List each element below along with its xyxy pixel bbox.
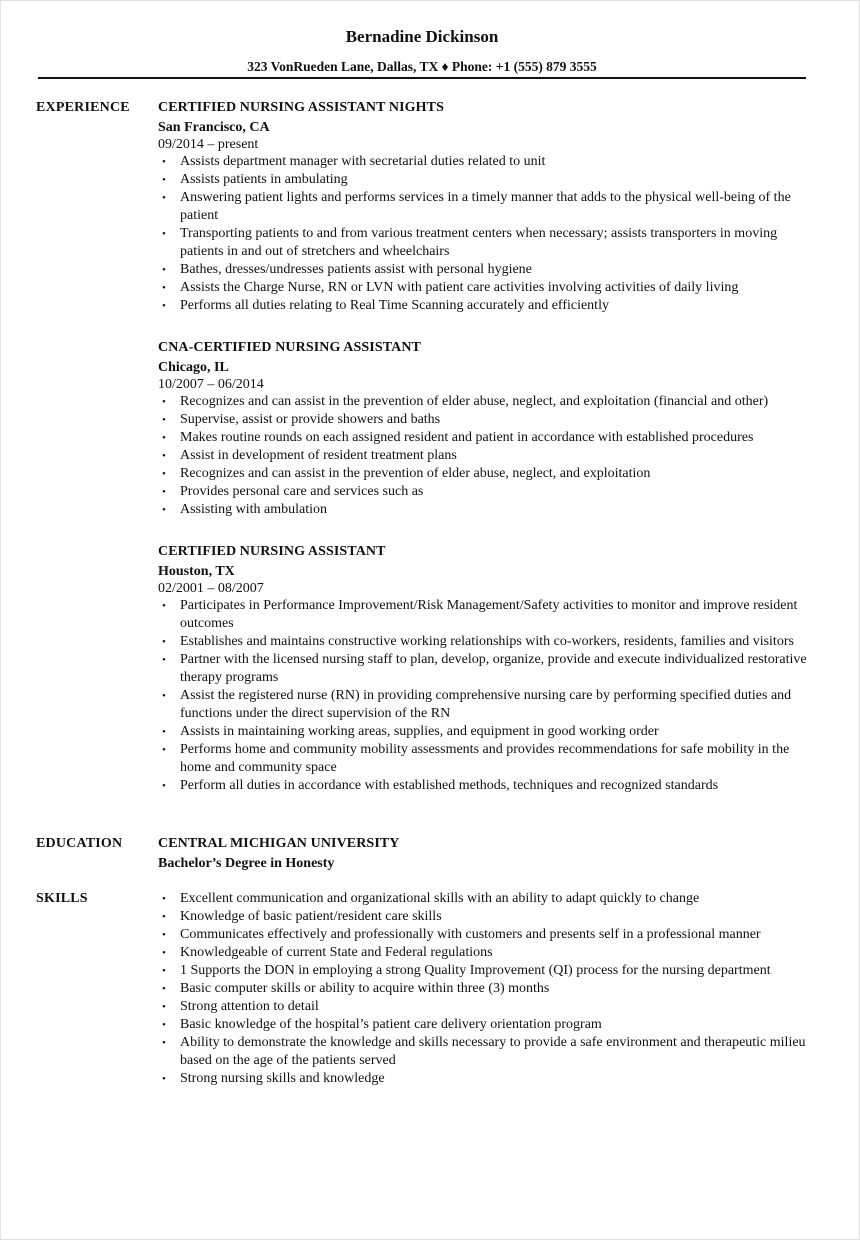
job-location: Houston, TX (158, 564, 235, 579)
skill-text: Basic computer skills or ability to acquire within three (3) months (180, 981, 550, 996)
skill-text: Ability to demonstrate the knowledge and skills necessary to provide a safe environment and therapeutic milieu based on the age of the patients served (180, 1035, 806, 1068)
skill-item (162, 908, 813, 926)
header-divider (38, 77, 806, 79)
duty-text: Assist in development of resident treatment plans (180, 448, 457, 463)
bullet-icon: • (162, 396, 166, 408)
bullet-icon: • (162, 1037, 166, 1049)
duty-item (162, 777, 813, 795)
job-location: San Francisco, CA (158, 120, 270, 135)
duty-text: Recognizes and can assist in the prevention of elder abuse, neglect, and exploitation (financial and other) (180, 394, 769, 409)
bullet-icon: • (162, 504, 166, 516)
duty-item (162, 297, 813, 315)
skills-label: SKILLS (36, 891, 88, 906)
duty-text: Recognizes and can assist in the prevention of elder abuse, neglect, and exploitation (180, 466, 651, 481)
bullet-icon: • (162, 744, 166, 756)
skill-item (162, 998, 813, 1016)
duty-text: Assists in maintaining working areas, supplies, and equipment in good working order (180, 724, 659, 739)
bullet-icon: • (162, 1073, 166, 1085)
bullet-icon: • (162, 450, 166, 462)
duty-text: Transporting patients to and from various treatment centers when necessary; assists transporters in moving patients in and out of stretchers and wheelchairs (180, 226, 778, 259)
bullet-icon: • (162, 264, 166, 276)
duty-text: Performs home and community mobility assessments and provides recommendations for safe mobility in the home and community space (180, 742, 790, 775)
bullet-icon: • (162, 156, 166, 168)
job-title: CERTIFIED NURSING ASSISTANT (158, 544, 386, 559)
job-location: Chicago, IL (158, 360, 229, 375)
bullet-icon: • (162, 893, 166, 905)
duty-item (162, 633, 813, 651)
bullet-icon: • (162, 654, 166, 666)
duty-item (162, 651, 813, 687)
bullet-icon: • (162, 1019, 166, 1031)
bullet-icon: • (162, 726, 166, 738)
duty-text: Bathes, dresses/undresses patients assist with personal hygiene (180, 262, 532, 277)
skill-text: Knowledgeable of current State and Federal regulations (180, 945, 493, 960)
duty-text: Makes routine rounds on each assigned resident and patient in accordance with established procedures (180, 430, 754, 445)
skill-text: Strong attention to detail (180, 999, 319, 1014)
duty-item (162, 393, 813, 411)
job-dates: 02/2001 – 08/2007 (158, 581, 264, 596)
education-label: EDUCATION (36, 836, 123, 851)
bullet-icon: • (162, 414, 166, 426)
skill-item (162, 1034, 813, 1070)
duty-text: Performs all duties relating to Real Time Scanning accurately and efficiently (180, 298, 609, 313)
duty-item (162, 597, 813, 633)
degree-name: Bachelor’s Degree in Honesty (158, 856, 335, 871)
school-name: CENTRAL MICHIGAN UNIVERSITY (158, 836, 400, 851)
resume-header (38, 26, 806, 76)
duty-item (162, 153, 813, 171)
bullet-icon: • (162, 983, 166, 995)
education-entry (158, 835, 813, 873)
bullet-icon: • (162, 300, 166, 312)
skills-list (158, 890, 813, 1088)
duty-text: Partner with the licensed nursing staff to plan, develop, organize, provide and execute individualized restorative therapy programs (180, 652, 807, 685)
duty-item (162, 501, 813, 519)
experience-list (158, 99, 813, 811)
job-duties (158, 393, 813, 519)
duty-text: Provides personal care and services such as (180, 484, 424, 499)
duty-text: Assists department manager with secretarial duties related to unit (180, 154, 546, 169)
duty-item (162, 687, 813, 723)
job-duties (158, 597, 813, 795)
skill-item (162, 962, 813, 980)
skill-text: Communicates effectively and professionally with customers and presents self in a professional manner (180, 927, 761, 942)
bullet-icon: • (162, 947, 166, 959)
duty-text: Perform all duties in accordance with established methods, techniques and recognized standards (180, 778, 719, 793)
bullet-icon: • (162, 600, 166, 612)
duty-item (162, 225, 813, 261)
job-dates: 09/2014 – present (158, 137, 259, 152)
duty-item (162, 189, 813, 225)
job-entry (158, 339, 813, 519)
bullet-icon: • (162, 468, 166, 480)
skill-text: Knowledge of basic patient/resident care skills (180, 909, 442, 924)
duty-item (162, 723, 813, 741)
duty-item (162, 261, 813, 279)
bullet-icon: • (162, 228, 166, 240)
skill-item (162, 944, 813, 962)
skill-item (162, 890, 813, 908)
bullet-icon: • (162, 174, 166, 186)
duty-text: Assists patients in ambulating (180, 172, 348, 187)
duty-item (162, 411, 813, 429)
skill-item (162, 980, 813, 998)
duty-text: Answering patient lights and performs services in a timely manner that adds to the physical well-being of the patient (180, 190, 791, 223)
duty-item (162, 171, 813, 189)
duty-text: Establishes and maintains constructive working relationships with co-workers, residents, families and visitors (180, 634, 794, 649)
duty-item (162, 429, 813, 447)
duty-item (162, 741, 813, 777)
candidate-name: Bernadine Dickinson (345, 27, 499, 46)
duty-item (162, 447, 813, 465)
skill-item (162, 1016, 813, 1034)
duty-text: Participates in Performance Improvement/Risk Management/Safety activities to monitor and improve resident outcomes (180, 598, 798, 631)
bullet-icon: • (162, 929, 166, 941)
skill-text: Basic knowledge of the hospital’s patient care delivery orientation program (180, 1017, 602, 1032)
job-entry (158, 99, 813, 315)
duty-text: Supervise, assist or provide showers and baths (180, 412, 441, 427)
duty-item (162, 279, 813, 297)
duty-item (162, 465, 813, 483)
bullet-icon: • (162, 636, 166, 648)
duty-item (162, 483, 813, 501)
experience-label: EXPERIENCE (36, 100, 130, 115)
bullet-icon: • (162, 486, 166, 498)
skill-text: 1 Supports the DON in employing a strong Quality Improvement (QI) process for the nursing department (180, 963, 771, 978)
skills-bullets (158, 890, 813, 1088)
bullet-icon: • (162, 780, 166, 792)
bullet-icon: • (162, 1001, 166, 1013)
bullet-icon: • (162, 192, 166, 204)
skill-text: Strong nursing skills and knowledge (180, 1071, 385, 1086)
bullet-icon: • (162, 432, 166, 444)
job-title: CERTIFIED NURSING ASSISTANT NIGHTS (158, 100, 444, 115)
contact-line: 323 VonRueden Lane, Dallas, TX ♦ Phone: +1 (555) 879 3555 (247, 59, 597, 74)
bullet-icon: • (162, 282, 166, 294)
duty-text: Assist the registered nurse (RN) in providing comprehensive nursing care by performing specified duties and functions under the direct supervision of the RN (180, 688, 792, 721)
bullet-icon: • (162, 965, 166, 977)
job-entry (158, 543, 813, 795)
bullet-icon: • (162, 690, 166, 702)
duty-text: Assisting with ambulation (180, 502, 327, 517)
skill-item (162, 926, 813, 944)
job-duties (158, 153, 813, 315)
duty-text: Assists the Charge Nurse, RN or LVN with patient care activities involving activities of daily living (180, 280, 739, 295)
job-dates: 10/2007 – 06/2014 (158, 377, 264, 392)
skill-text: Excellent communication and organizational skills with an ability to adapt quickly to change (180, 891, 700, 906)
job-title: CNA-CERTIFIED NURSING ASSISTANT (158, 340, 421, 355)
bullet-icon: • (162, 911, 166, 923)
skill-item (162, 1070, 813, 1088)
